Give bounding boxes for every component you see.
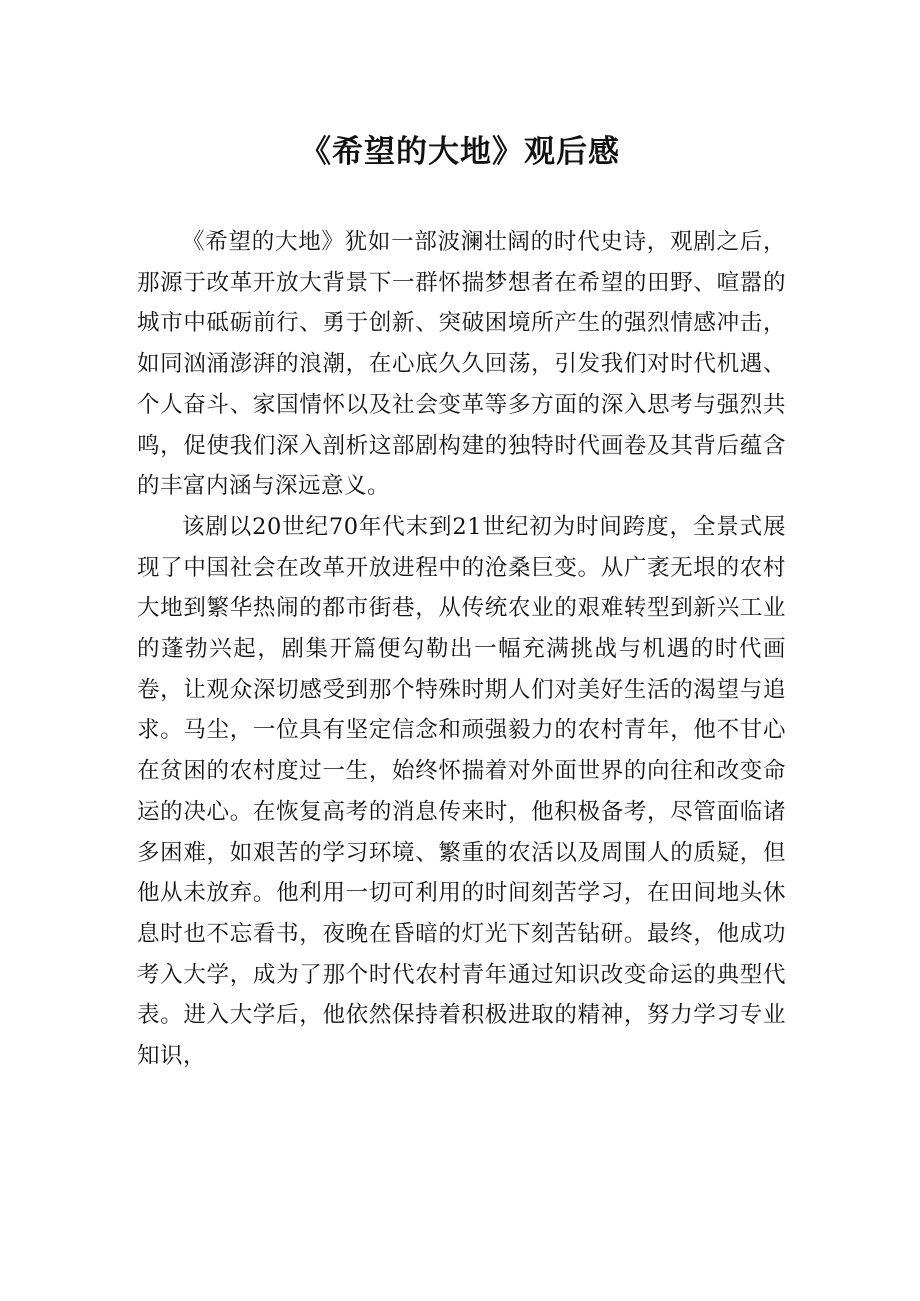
paragraph-2: 该剧以20世纪70年代末到21世纪初为时间跨度，全景式展现了中国社会在改革开放进程中的沧桑巨变。从广袤无垠的农村大地到繁华热闹的都市街巷，从传统农业的艰难转型到新兴工业的蓬勃兴起，剧集开篇便勾勒出一幅充满挑战与机遇的时代画卷，让观众深切感受到那个特殊时期人们对美好生活的渴望与追求。马尘，一位具有坚定信念和顽强毅力的农村青年，他不甘心在贫困的农村度过一生，始终怀揣着对外面世界的向往和改变命运的决心。在恢复高考的消息传来时，他积极备考，尽管面临诸多困难，如艰苦的学习环境、繁重的农活以及周围人的质疑，但他从未放弃。他利用一切可利用的时间刻苦学习，在田间地头休息时也不忘看书，夜晚在昏暗的灯光下刻苦钻研。最终，他成功考入大学，成为了那个时代农村青年通过知识改变命运的典型代表。进入大学后，他依然保持着积极进取的精神，努力学习专业知识， — [137, 513, 786, 1070]
document-title: 《希望的大地》观后感 — [300, 134, 620, 170]
paragraph-1: 《希望的大地》犹如一部波澜壮阔的时代史诗，观剧之后，那源于改革开放大背景下一群怀揣梦想者在希望的田野、喧嚣的城市中砥砺前行、勇于创新、突破困境所产生的强烈情感冲击，如同汹涌澎湃的浪潮，在心底久久回荡，引发我们对时代机遇、个人奋斗、家国情怀以及社会变革等多方面的深入思考与强烈共鸣，促使我们深入剖析这部剧构建的独特时代画卷及其背后蕴含的丰富内涵与深远意义。 — [137, 229, 786, 500]
document-body — [137, 222, 786, 1077]
